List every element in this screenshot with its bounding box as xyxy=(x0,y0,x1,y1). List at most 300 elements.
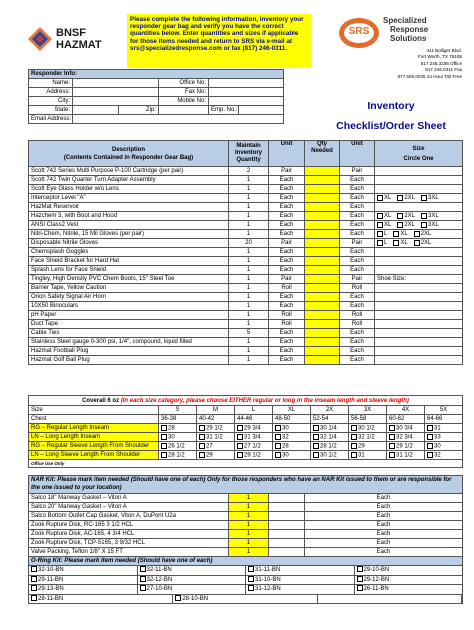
size-checkbox[interactable] xyxy=(377,213,383,219)
coverall-checkbox[interactable] xyxy=(275,434,281,440)
qty-needed-input[interactable] xyxy=(307,320,337,328)
qty-needed-input[interactable] xyxy=(307,284,337,292)
coverall-option[interactable] xyxy=(349,424,387,433)
city-input[interactable] xyxy=(75,97,156,105)
size-option[interactable] xyxy=(377,240,387,246)
qty-needed-input[interactable] xyxy=(307,167,337,175)
oring-option[interactable] xyxy=(138,576,247,585)
inventory-row xyxy=(29,230,463,239)
coverall-checkbox[interactable] xyxy=(313,452,319,458)
qty-needed-input[interactable] xyxy=(307,203,337,211)
item-description: ANSI Class2 Vest xyxy=(29,221,229,230)
coverall-option-label: 29 3/4 xyxy=(244,425,261,432)
size-cell xyxy=(375,194,463,203)
coverall-option-label: 30 xyxy=(168,434,175,441)
nar-unit: Each xyxy=(305,530,463,539)
size-column-header: M xyxy=(197,406,235,415)
size-checkbox[interactable] xyxy=(377,222,383,228)
qty-needed-field[interactable] xyxy=(305,185,340,194)
oring-checkbox[interactable] xyxy=(248,566,254,572)
size-option[interactable] xyxy=(421,222,439,228)
oring-option[interactable] xyxy=(246,576,355,585)
coverall-checkbox[interactable] xyxy=(351,443,357,449)
coverall-option-label: 26 1/2 xyxy=(168,443,185,450)
item-description: Chemsplash Goggles xyxy=(29,248,229,257)
qty-needed-field[interactable] xyxy=(305,275,340,284)
coverall-option[interactable] xyxy=(425,433,463,442)
email-field[interactable] xyxy=(73,115,284,124)
size-header xyxy=(375,141,463,167)
qty-needed-input[interactable] xyxy=(307,239,337,247)
coverall-checkbox[interactable] xyxy=(351,452,357,458)
size-checkbox[interactable] xyxy=(421,195,427,201)
size-option[interactable] xyxy=(414,240,432,246)
oring-option[interactable] xyxy=(29,566,138,575)
item-unit: Each xyxy=(269,221,305,230)
oring-option-label: 29-12-BN xyxy=(363,576,390,583)
mobile-no-input[interactable] xyxy=(211,97,281,105)
size-checkbox[interactable] xyxy=(414,231,420,237)
qty-needed-input[interactable] xyxy=(307,257,337,265)
oring-option-label: 28-10-BN xyxy=(182,595,209,602)
maintain-qty: 1 xyxy=(229,347,269,356)
email-input[interactable] xyxy=(75,115,281,123)
oring-option[interactable] xyxy=(138,585,247,594)
inventory-table xyxy=(28,140,462,365)
coverall-option[interactable] xyxy=(159,424,197,433)
qty-needed-input[interactable] xyxy=(307,176,337,184)
coverall-option[interactable] xyxy=(235,451,273,460)
oring-row xyxy=(29,575,463,585)
maintain-qty: 1 xyxy=(229,212,269,221)
size-option[interactable] xyxy=(393,231,407,237)
item-description: Face Shield Bracket for Hard Hat xyxy=(29,257,229,266)
coverall-option-label: 31 3/4 xyxy=(244,434,261,441)
size-option[interactable] xyxy=(377,231,387,237)
coverall-option[interactable] xyxy=(159,433,197,442)
qty-needed-field[interactable] xyxy=(305,248,340,257)
coverall-checkbox[interactable] xyxy=(427,443,433,449)
item-description: Interceptor Level "A" xyxy=(29,194,229,203)
size-label: Size xyxy=(29,406,159,415)
inventory-row xyxy=(29,329,463,338)
coverall-option[interactable] xyxy=(387,424,425,433)
qty-needed-input[interactable] xyxy=(307,347,337,355)
qty-needed-input[interactable] xyxy=(307,194,337,202)
size-option-label: XL xyxy=(400,240,408,247)
item-unit: Each xyxy=(269,338,305,347)
qty-needed-field[interactable] xyxy=(305,239,340,248)
oring-option-label: 27-10-BN xyxy=(146,586,173,592)
coverall-option[interactable] xyxy=(425,451,463,460)
size-checkbox[interactable] xyxy=(393,231,399,237)
inventory-row xyxy=(29,284,463,293)
coverall-checkbox[interactable] xyxy=(427,425,433,431)
office-no-field[interactable] xyxy=(209,79,284,88)
qty-needed-field[interactable] xyxy=(305,257,340,266)
oring-checkbox[interactable] xyxy=(175,595,181,601)
coverall-checkbox[interactable] xyxy=(161,425,167,431)
oring-checkbox[interactable] xyxy=(140,585,146,591)
coverall-checkbox[interactable] xyxy=(313,443,319,449)
coverall-checkbox[interactable] xyxy=(199,452,205,458)
coverall-option[interactable] xyxy=(311,424,349,433)
size-option[interactable] xyxy=(377,195,391,201)
coverall-option-label: 32 3/4 xyxy=(396,434,413,441)
qty-needed-field[interactable] xyxy=(305,329,340,338)
coverall-option-label: 30 xyxy=(282,425,289,432)
qty-needed-field[interactable] xyxy=(305,230,340,239)
maintain-qty: 1 xyxy=(229,275,269,284)
size-option[interactable] xyxy=(421,213,439,219)
oring-option-label: 28-11-BN xyxy=(38,595,64,602)
coverall-option[interactable] xyxy=(311,442,349,451)
oring-checkbox[interactable] xyxy=(31,566,37,572)
item-unit: Pair xyxy=(269,239,305,248)
emp-no-input[interactable] xyxy=(241,106,281,114)
size-checkbox[interactable] xyxy=(377,195,383,201)
qty-needed-input[interactable] xyxy=(307,221,337,229)
oring-checkbox[interactable] xyxy=(31,585,37,591)
coverall-checkbox[interactable] xyxy=(199,425,205,431)
oring-option[interactable] xyxy=(29,595,173,604)
item-unit2: Each xyxy=(340,266,375,275)
size-cell xyxy=(375,257,463,266)
coverall-row xyxy=(29,442,463,451)
coverall-option[interactable] xyxy=(197,451,235,460)
size-checkbox[interactable] xyxy=(377,240,383,246)
office-no-input[interactable] xyxy=(211,79,281,87)
size-option[interactable] xyxy=(397,195,415,201)
coverall-checkbox[interactable] xyxy=(161,443,167,449)
coverall-checkbox[interactable] xyxy=(427,452,433,458)
qty-needed-field[interactable] xyxy=(305,302,340,311)
coverall-checkbox[interactable] xyxy=(237,443,243,449)
size-option[interactable] xyxy=(421,195,439,201)
size-checkbox[interactable] xyxy=(377,231,383,237)
oring-option[interactable] xyxy=(173,595,317,604)
item-unit2: Roll xyxy=(340,284,375,293)
srs-logo xyxy=(338,14,468,90)
nar-item-description: Zook Rupture Disk, AC-165, 4 3/4 HCL xyxy=(29,530,229,539)
oring-option-label: 31-11-BN xyxy=(255,567,281,573)
oring-row-flex xyxy=(29,576,462,585)
coverall-option[interactable] xyxy=(197,424,235,433)
qty-needed-input[interactable] xyxy=(307,311,337,319)
coverall-checkbox[interactable] xyxy=(275,425,281,431)
qty-needed-input[interactable] xyxy=(307,338,337,346)
inventory-row xyxy=(29,176,463,185)
srs-address xyxy=(397,48,462,80)
qty-needed-field[interactable] xyxy=(305,311,340,320)
qty-needed-field[interactable] xyxy=(305,293,340,302)
size-checkbox[interactable] xyxy=(393,240,399,246)
item-unit: Each xyxy=(269,329,305,338)
oring-checkbox[interactable] xyxy=(248,585,254,591)
coverall-option-label: 31 xyxy=(434,425,441,432)
zip-label: Zip: xyxy=(119,106,159,115)
oring-option-label: 31-12-BN xyxy=(255,586,281,592)
coverall-checkbox[interactable] xyxy=(199,443,205,449)
coverall-checkbox[interactable] xyxy=(389,452,395,458)
size-option-label: XL xyxy=(384,195,392,202)
coverall-checkbox[interactable] xyxy=(389,425,395,431)
nar-kit-row xyxy=(29,530,463,539)
oring-option[interactable] xyxy=(355,576,463,585)
item-unit: Each xyxy=(269,356,305,365)
responder-info-header: Responder Info: xyxy=(29,70,284,79)
size-cell xyxy=(375,239,463,248)
qty-needed-field[interactable] xyxy=(305,356,340,365)
size-option-label: XL xyxy=(384,213,392,220)
srs-badge: SRS xyxy=(348,26,370,37)
coverall-option[interactable] xyxy=(387,442,425,451)
oring-option-label: 32-12-BN xyxy=(146,576,173,583)
size-option[interactable] xyxy=(397,213,415,219)
zip-field[interactable] xyxy=(159,106,209,115)
srs-name-3: Solutions xyxy=(390,34,427,43)
item-description: Nitri-Chem, Nitrile, 15 Mil Gloves (per pair) xyxy=(29,230,229,239)
chest-range: 44-46 xyxy=(235,415,273,424)
coverall-option[interactable] xyxy=(425,424,463,433)
coverall-option[interactable] xyxy=(273,424,311,433)
oring-option[interactable] xyxy=(355,566,463,575)
oring-checkbox[interactable] xyxy=(31,595,37,601)
qty-needed-input[interactable] xyxy=(307,302,337,310)
nar-item-description: Zook Rupture Disk, RC-165 3 1/2 HCL xyxy=(29,521,229,530)
qty-needed-input[interactable] xyxy=(307,212,337,220)
state-input[interactable] xyxy=(75,106,116,114)
coverall-option-label: 28 xyxy=(168,425,175,432)
qty-needed-field[interactable] xyxy=(305,212,340,221)
oring-checkbox[interactable] xyxy=(357,576,363,582)
coverall-option-label: 28 xyxy=(282,443,289,450)
coverall-option-label: 30 3/4 xyxy=(396,425,413,432)
qty-needed-input[interactable] xyxy=(307,266,337,274)
coverall-checkbox[interactable] xyxy=(199,434,205,440)
coverall-option[interactable] xyxy=(387,451,425,460)
item-unit2: Pair xyxy=(340,167,375,176)
qty-needed-field[interactable] xyxy=(305,284,340,293)
coverall-option-label: 32 xyxy=(434,452,441,459)
size-cell xyxy=(375,221,463,230)
inventory-row xyxy=(29,320,463,329)
qty-needed-field[interactable] xyxy=(305,338,340,347)
maintain-qty: 1 xyxy=(229,230,269,239)
size-checkbox[interactable] xyxy=(421,213,427,219)
oring-checkbox[interactable] xyxy=(357,585,363,591)
size-cell xyxy=(375,248,463,257)
oring-checkbox[interactable] xyxy=(140,566,146,572)
item-description: HazMat Reservoir xyxy=(29,203,229,212)
office-use-note: Office Use Only xyxy=(29,460,463,468)
coverall-checkbox[interactable] xyxy=(237,434,243,440)
coverall-option-label: 30 1/4 xyxy=(320,425,337,432)
coverall-option[interactable] xyxy=(349,433,387,442)
coverall-option-label: 29 1/2 xyxy=(244,452,261,459)
coverall-option-label: 27 xyxy=(206,443,213,450)
item-description: Cable Ties xyxy=(29,329,229,338)
coverall-checkbox[interactable] xyxy=(351,425,357,431)
coverall-option[interactable] xyxy=(273,451,311,460)
mobile-no-label: Mobile No: xyxy=(159,97,209,106)
nar-unit: Each xyxy=(305,503,463,512)
oring-option[interactable] xyxy=(355,585,463,594)
oring-checkbox[interactable] xyxy=(248,576,254,582)
size-option[interactable] xyxy=(377,213,391,219)
nar-qty: 1 xyxy=(229,503,269,512)
maintain-qty: 1 xyxy=(229,311,269,320)
description-header-line2: (Contents Contained in Responder Gear Bag) xyxy=(63,154,194,161)
coverall-option[interactable] xyxy=(349,442,387,451)
item-unit2: Each xyxy=(340,338,375,347)
nar-unit: Each xyxy=(305,548,463,557)
qty-needed-input[interactable] xyxy=(307,356,337,364)
coverall-option[interactable] xyxy=(387,433,425,442)
inventory-row xyxy=(29,302,463,311)
name-input[interactable] xyxy=(75,79,156,87)
qty-needed-field[interactable] xyxy=(305,221,340,230)
coverall-row xyxy=(29,415,463,424)
qty-needed-input[interactable] xyxy=(307,185,337,193)
coverall-option[interactable] xyxy=(159,442,197,451)
nar-kit-row xyxy=(29,548,463,557)
emp-no-field[interactable] xyxy=(239,106,284,115)
size-option[interactable] xyxy=(414,231,432,237)
coverall-option[interactable] xyxy=(311,433,349,442)
emp-no-label: Emp. No.: xyxy=(209,106,239,115)
oring-option[interactable] xyxy=(138,566,247,575)
coverall-checkbox[interactable] xyxy=(237,452,243,458)
qty-needed-field[interactable] xyxy=(305,320,340,329)
size-checkbox[interactable] xyxy=(414,240,420,246)
size-cell xyxy=(375,347,463,356)
size-checkbox[interactable] xyxy=(397,213,403,219)
fax-no-input[interactable] xyxy=(211,88,281,96)
coverall-option[interactable] xyxy=(425,442,463,451)
qty-needed-field[interactable] xyxy=(305,167,340,176)
coverall-option[interactable] xyxy=(273,442,311,451)
qty-needed-field[interactable] xyxy=(305,347,340,356)
oring-checkbox[interactable] xyxy=(140,576,146,582)
coverall-option[interactable] xyxy=(349,451,387,460)
oring-option-label: 32-11-BN xyxy=(146,567,172,573)
coverall-checkbox[interactable] xyxy=(351,434,357,440)
coverall-option[interactable] xyxy=(197,442,235,451)
maintain-qty: 1 xyxy=(229,302,269,311)
qty-needed-input[interactable] xyxy=(307,248,337,256)
size-column-header: 3X xyxy=(349,406,387,415)
qty-needed-field[interactable] xyxy=(305,176,340,185)
coverall-checkbox[interactable] xyxy=(161,434,167,440)
nar-unit: Each xyxy=(305,494,463,503)
coverall-checkbox[interactable] xyxy=(313,425,319,431)
item-unit2: Each xyxy=(340,329,375,338)
coverall-title: Coverall 6 oz xyxy=(82,397,120,404)
coverall-checkbox[interactable] xyxy=(389,443,395,449)
qty-needed-field[interactable] xyxy=(305,203,340,212)
item-description: pH Paper xyxy=(29,311,229,320)
city-field[interactable] xyxy=(73,97,159,106)
size-option-label: 2XL xyxy=(420,240,432,247)
size-cell xyxy=(375,176,463,185)
size-option[interactable] xyxy=(377,222,391,228)
size-option[interactable] xyxy=(393,240,407,246)
coverall-checkbox[interactable] xyxy=(275,452,281,458)
name-field[interactable] xyxy=(73,79,159,88)
srs-address-line: 817.246.3336 Office xyxy=(420,60,462,66)
item-unit: Each xyxy=(269,176,305,185)
zip-input[interactable] xyxy=(161,106,206,114)
coverall-option[interactable] xyxy=(235,442,273,451)
oring-checkbox[interactable] xyxy=(31,576,37,582)
size-column-header: 2X xyxy=(311,406,349,415)
size-cell xyxy=(375,338,463,347)
coverall-option[interactable] xyxy=(311,451,349,460)
coverall-checkbox[interactable] xyxy=(161,452,167,458)
address-input[interactable] xyxy=(75,88,156,96)
qty-needed-input[interactable] xyxy=(307,329,337,337)
inventory-row xyxy=(29,293,463,302)
coverall-instruction: (In each size category, please choose EITHER regular or long in the inseam length and sleeve length) xyxy=(120,397,409,404)
oring-row xyxy=(29,566,463,576)
size-checkbox[interactable] xyxy=(397,222,403,228)
inventory-row xyxy=(29,266,463,275)
coverall-option[interactable] xyxy=(197,433,235,442)
state-field[interactable] xyxy=(73,106,119,115)
coverall-option-label: 32 1/4 xyxy=(320,434,337,441)
oring-option[interactable] xyxy=(246,585,355,594)
item-unit: Roll xyxy=(269,284,305,293)
maintain-qty: 1 xyxy=(229,356,269,365)
inventory-row xyxy=(29,275,463,284)
qty-needed-input[interactable] xyxy=(307,275,337,283)
coverall-checkbox[interactable] xyxy=(275,443,281,449)
mobile-no-field[interactable] xyxy=(209,97,284,106)
oring-row-cell xyxy=(29,594,463,604)
inventory-row xyxy=(29,203,463,212)
oring-option[interactable] xyxy=(246,566,355,575)
qty-needed-field[interactable] xyxy=(305,266,340,275)
maintain-qty: 2 xyxy=(229,167,269,176)
coverall-option[interactable] xyxy=(273,433,311,442)
qty-needed-input[interactable] xyxy=(307,293,337,301)
size-checkbox[interactable] xyxy=(421,222,427,228)
nar-spacer xyxy=(269,548,305,557)
size-checkbox[interactable] xyxy=(397,195,403,201)
oring-checkbox[interactable] xyxy=(357,566,363,572)
size-header-label: Size xyxy=(412,145,425,152)
coverall-checkbox[interactable] xyxy=(313,434,319,440)
coverall-checkbox[interactable] xyxy=(237,425,243,431)
address-field[interactable] xyxy=(73,88,159,97)
oring-option[interactable] xyxy=(29,576,138,585)
coverall-option[interactable] xyxy=(235,433,273,442)
oring-option[interactable] xyxy=(29,585,138,594)
srs-address-line: 877.506.0025 24 Hour Toll Free xyxy=(397,73,462,79)
qty-needed-field[interactable] xyxy=(305,194,340,203)
nar-qty: 1 xyxy=(229,512,269,521)
fax-no-field[interactable] xyxy=(209,88,284,97)
coverall-option[interactable] xyxy=(159,451,197,460)
coverall-checkbox[interactable] xyxy=(427,434,433,440)
size-option[interactable] xyxy=(397,222,415,228)
coverall-checkbox[interactable] xyxy=(389,434,395,440)
nar-item-description: Valve Packing, Teflon 1/8" X 15 FT xyxy=(29,548,229,557)
coverall-option[interactable] xyxy=(235,424,273,433)
coverall-row-label: RG – Regular Length Inseam xyxy=(29,424,159,433)
qty-needed-input[interactable] xyxy=(307,230,337,238)
